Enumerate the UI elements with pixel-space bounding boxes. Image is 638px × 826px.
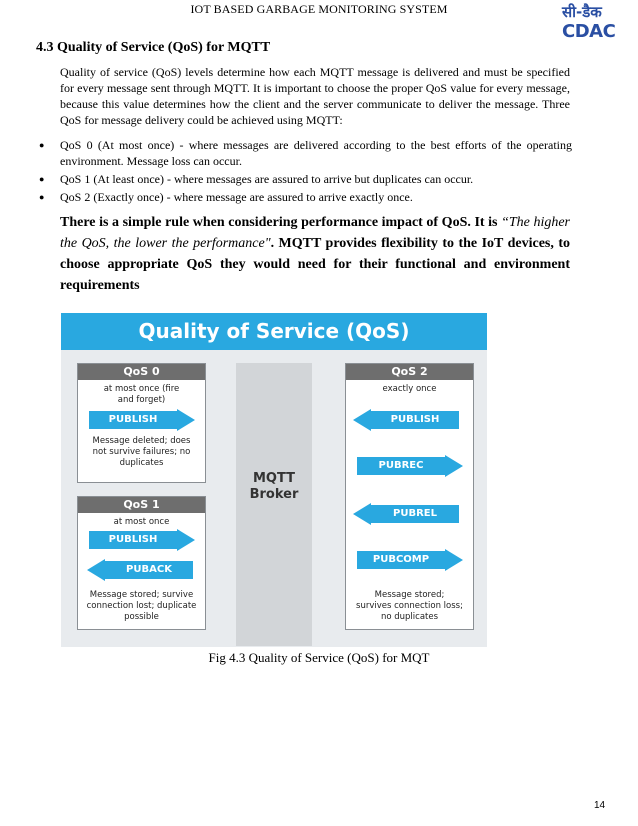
rule-text-start: There is a simple rule when considering performance impact of QoS. It is [60, 215, 502, 230]
arrow-label: PUBLISH [108, 414, 158, 425]
intro-paragraph: Quality of service (QoS) levels determine how each MQTT message is delivered and must be specified for every message sent through MQTT. It is important to choose the proper QoS value for every message, because this value determines how the client and the server communicate to deliver the message. Three QoS for message delivery could be achieved using MQTT: [60, 65, 570, 127]
qos2-pubcomp-arrow [357, 549, 463, 571]
qos-bullet-list [36, 137, 572, 207]
bullet-item: ● QoS 1 (At least once) - where messages are assured to arrive but duplicates can occur. [36, 171, 572, 187]
qos0-note: Message deleted; does not survive failures; no duplicates [92, 436, 191, 468]
qos0-header: QoS 0 [78, 364, 205, 380]
qos2-header: QoS 2 [346, 364, 473, 380]
arrow-label: PUBREL [393, 508, 437, 519]
page-number: 14 [594, 800, 606, 811]
qos1-puback-arrow [87, 559, 193, 581]
qos2-pubrel-arrow [353, 503, 459, 525]
arrow-label: PUBLISH [390, 414, 440, 425]
qos1-header: QoS 1 [78, 497, 205, 513]
qos2-pubrec-arrow [357, 455, 463, 477]
logo-hindi-text: सी-डैक [562, 3, 602, 21]
figure-title: Quality of Service (QoS) [61, 313, 487, 350]
arrow-label: PUBCOMP [372, 554, 430, 565]
qos2-publish-arrow [353, 409, 459, 431]
qos0-subtitle: at most once (fire and forget) [103, 384, 180, 405]
performance-rule-paragraph [60, 212, 570, 296]
arrow-label: PUBREC [378, 460, 424, 471]
mqtt-broker-column [236, 363, 312, 646]
qos2-note: Message stored; survives connection loss; no duplicates [356, 590, 463, 622]
cdac-logo [556, 2, 616, 42]
qos0-publish-arrow [89, 409, 195, 431]
bullet-item: ● QoS 0 (At most once) - where messages are delivered according to the best efforts of the operating environment. Message loss can occur. [36, 137, 572, 169]
arrow-label: PUBACK [126, 564, 172, 575]
bullet-item: ● QoS 2 (Exactly once) - where message are assured to arrive exactly once. [36, 189, 572, 205]
qos2-subtitle: exactly once [382, 384, 437, 394]
rule-quote: “The higher the QoS, the lower the performance" [60, 215, 571, 251]
figure-caption: Fig 4.3 Quality of Service (QoS) for MQT [208, 650, 430, 665]
section-title: 4.3 Quality of Service (QoS) for MQTT [36, 40, 271, 55]
qos1-note: Message stored; survive connection lost; duplicate possible [86, 590, 197, 622]
qos1-publish-arrow [89, 529, 195, 551]
arrow-label: PUBLISH [108, 534, 158, 545]
running-header: IOT BASED GARBAGE MONITORING SYSTEM [190, 2, 448, 16]
qos1-subtitle: at most once [113, 517, 170, 527]
broker-label: MQTT Broker [249, 471, 299, 502]
logo-text: CDAC [562, 21, 616, 42]
rule-text-end: . MQTT provides flexibility to the IoT devices, to choose appropriate QoS they would need for their functional and environment requirements [60, 236, 570, 293]
qos-figure [61, 313, 487, 647]
qos2-panel [345, 363, 474, 630]
